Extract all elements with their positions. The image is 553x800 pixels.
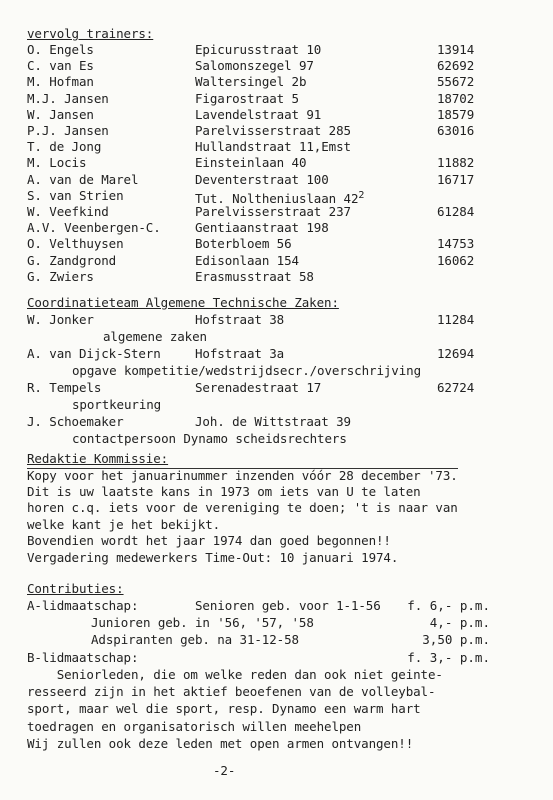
trainer-name: O. Engels [27, 42, 94, 57]
trainer-address: Figarostraat 5 [195, 90, 299, 106]
trainer-phone: 13914 [437, 42, 475, 57]
trainer-phone: 18579 [437, 106, 475, 122]
trainer-address: Deventerstraat 100 [195, 171, 329, 187]
contributies-line: Seniorleden, die om welke reden dan ook niet geinte- [27, 667, 443, 682]
coordinator-phone: 11284 [437, 312, 475, 327]
coordinator-task: algemene zaken [103, 329, 207, 344]
coordinator-phone: 12694 [437, 346, 475, 361]
trainer-name: P.J. Jansen [27, 123, 109, 138]
coordinator-address: Hofstraat 38 [195, 312, 285, 327]
trainer-phone: 14753 [437, 236, 475, 252]
trainer-address: Epicurusstraat 10 [195, 42, 322, 57]
coordinator-name: R. Tempels [27, 380, 102, 395]
contributies-line: resseerd zijn in het aktief beoefenen van de volleybal- [27, 684, 436, 700]
coordinator-task: sportkeuring [72, 397, 162, 412]
a-membership-label: A-lidmaatschap: [27, 598, 139, 613]
trainer-address: Gentiaanstraat 198 [195, 220, 329, 236]
contributies-heading: Contributies: [27, 581, 124, 596]
trainer-address: Lavendelstraat 91 [195, 106, 322, 122]
rate-description: Adspiranten geb. na 31-12-58 [91, 632, 299, 647]
b-membership-label: B-lidmaatschap: [27, 650, 139, 665]
coordinator-phone: 62724 [437, 380, 475, 395]
rate-amount: 3,50 p.m. [422, 632, 490, 647]
redaktie-line: Vergadering medewerkers Time-Out: 10 januari 1974. [27, 549, 399, 565]
coordinator-address: Serenadestraat 17 [195, 380, 322, 395]
rate-description: Junioren geb. in '56, '57, '58 [91, 615, 314, 630]
trainer-address: Edisonlaan 154 [195, 252, 299, 268]
trainer-name: A.V. Veenbergen-C. [27, 220, 161, 236]
rate-amount: f. 6,- p.m. [407, 598, 490, 613]
trainer-name: A. van de Marel [27, 171, 139, 187]
trainer-phone: 63016 [437, 123, 475, 138]
trainer-address: Boterbloem 56 [195, 236, 292, 252]
trainer-address: Salomonszegel 97 [195, 58, 314, 74]
coordinator-name: J. Schoemaker [27, 414, 124, 429]
trainer-name: W. Veefkind [27, 204, 109, 219]
redaktie-line: welke kant je het bekijkt. [27, 516, 221, 532]
trainer-phone: 16062 [437, 252, 475, 268]
trainer-address: Tut. Noltheniuslaan $42^2$ [195, 189, 365, 206]
trainer-name: M. Hofman [27, 74, 94, 90]
contributies-line: Wij zullen ook deze leden met open armen ontvangen!! [27, 735, 414, 751]
coordinator-task: contactpersoon Dynamo scheidsrechters [72, 431, 347, 446]
trainers-heading: vervolg trainers: [27, 26, 154, 41]
trainer-name: W. Jansen [27, 106, 94, 122]
coordination-heading: Coordinatieteam Algemene Technische Zaken: [27, 295, 339, 310]
trainer-phone: 18702 [437, 90, 475, 106]
coordinator-address: Hofstraat 3a [195, 346, 285, 361]
trainer-phone: 62692 [437, 58, 475, 74]
trainer-name: T. de Jong [27, 139, 102, 155]
contributies-line: toedragen en organisatorisch willen meehelpen [27, 718, 362, 734]
trainer-name: M.J. Jansen [27, 90, 109, 106]
redaktie-line: horen c.q. iets voor de vereniging te doen; 't is naar van [27, 500, 458, 515]
trainer-phone: 61284 [437, 204, 475, 219]
rate-amount: 4,- p.m. [429, 615, 490, 630]
trainer-address: Erasmusstraat 58 [195, 268, 314, 284]
contributies-line: sport, maar wel die sport, resp. Dynamo een warm hart [27, 701, 421, 717]
coordinator-address: Joh. de Wittstraat 39 [195, 414, 351, 429]
address-superscript: 2 [358, 189, 365, 201]
trainer-phone: 55672 [437, 74, 475, 90]
trainer-phone: 16717 [437, 171, 475, 187]
redaktie-line: Kopy voor het januarinummer inzenden vóór 28 december '73. [27, 468, 458, 483]
trainer-address: Waltersingel 2b [195, 74, 307, 90]
trainer-phone: 11882 [437, 155, 475, 171]
b-membership-amount: f. 3,- p.m. [407, 650, 490, 665]
trainer-address: Einsteinlaan 40 [195, 155, 307, 171]
rate-description: Senioren geb. voor 1-1-56 [195, 598, 381, 613]
trainer-address: Hullandstraat 11,Emst [195, 139, 351, 155]
trainer-name: G. Zwiers [27, 268, 94, 284]
trainer-name: M. Locis [27, 155, 87, 171]
coordinator-task: opgave kompetitie/wedstrijdsecr./overschrijving [72, 363, 422, 378]
trainer-name: O. Velthuysen [27, 236, 124, 252]
trainer-name: C. van Es [27, 58, 94, 74]
trainer-address: Parelvisserstraat 237 [195, 204, 351, 219]
trainer-name: G. Zandgrond [27, 252, 117, 268]
redaktie-line: Bovendien wordt het jaar 1974 dan goed begonnen!! [27, 533, 391, 548]
redaktie-line: Dit is uw laatste kans in 1973 om iets van U te laten [27, 483, 421, 499]
trainer-name: S. van Strien [27, 187, 124, 203]
trainer-address: Parelvisserstraat 285 [195, 123, 351, 138]
coordinator-name: W. Jonker [27, 312, 94, 327]
coordinator-name: A. van Dijck-Stern [27, 346, 161, 361]
redaktie-heading: Redaktie Kommissie: [27, 451, 169, 466]
page-number: -2- [213, 763, 236, 778]
